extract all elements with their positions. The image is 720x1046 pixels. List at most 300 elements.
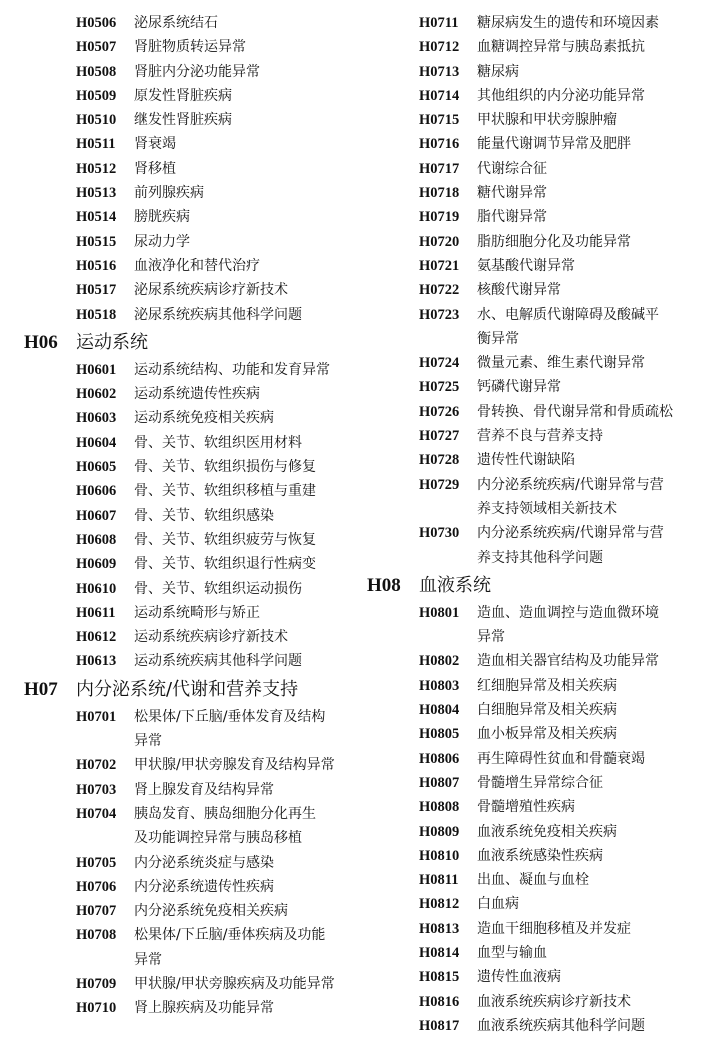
item-text-line: 运动系统疾病其他科学问题 (134, 653, 302, 670)
item-code: H0602 (76, 386, 117, 403)
item-code: H0513 (76, 185, 117, 202)
item-code: H0812 (419, 896, 460, 913)
item-text-line: 其他组织的内分泌功能异常 (477, 87, 645, 104)
item-code: H0712 (419, 39, 460, 56)
item-code: H0815 (419, 969, 460, 986)
item-text (134, 479, 354, 503)
item-text (134, 802, 354, 851)
item-text (477, 230, 700, 254)
item-text-line: 运动系统免疫相关疾病 (134, 410, 274, 427)
list-item (367, 820, 700, 844)
item-text (134, 84, 354, 108)
item-text-line: 骨髓增殖性疾病 (477, 799, 575, 816)
item-text-line: 营养不良与营养支持 (477, 428, 603, 445)
item-code: H0609 (76, 556, 117, 573)
item-text (134, 649, 354, 673)
item-text-line: 内分泌系统疾病/代谢异常与营 (477, 525, 664, 542)
section-heading (24, 676, 354, 704)
list-item (24, 431, 354, 455)
list-item (367, 230, 700, 254)
left-column (24, 11, 354, 1021)
item-text-line: 血小板异常及相关疾病 (477, 726, 617, 743)
right-column (367, 11, 700, 1038)
list-item (24, 358, 354, 382)
item-text-line: 代谢综合征 (477, 160, 547, 177)
list-item (367, 990, 700, 1014)
list-item (24, 108, 354, 132)
item-code: H0707 (76, 903, 117, 920)
list-item (367, 351, 700, 375)
section-title: 内分泌系统/代谢和营养支持 (76, 678, 299, 700)
item-code: H0716 (419, 136, 460, 153)
list-item (24, 181, 354, 205)
item-text-line: 松果体/下丘脑/垂体发育及结构 (134, 708, 326, 725)
list-item (24, 996, 354, 1020)
section-code: H06 (24, 331, 58, 353)
item-text-line: 运动系统疾病诊疗新技术 (134, 629, 288, 646)
item-text (477, 473, 700, 522)
list-item (24, 601, 354, 625)
list-item (24, 802, 354, 851)
item-text (134, 504, 354, 528)
list-item (367, 84, 700, 108)
list-item (24, 60, 354, 84)
item-code: H0724 (419, 355, 460, 372)
item-text (477, 278, 700, 302)
item-text-line: 胰岛发育、胰岛细胞分化再生 (134, 805, 316, 822)
item-text (477, 965, 700, 989)
item-text-line: 微量元素、维生素代谢异常 (477, 355, 645, 372)
item-code: H0720 (419, 233, 460, 250)
item-code: H0714 (419, 87, 460, 104)
item-text (134, 851, 354, 875)
item-text (134, 108, 354, 132)
item-text-line: 糖尿病 (477, 63, 519, 80)
item-text (134, 972, 354, 996)
list-item (367, 674, 700, 698)
item-code: H0507 (76, 39, 117, 56)
item-code: H0805 (419, 726, 460, 743)
list-item (367, 1014, 700, 1038)
item-text (134, 60, 354, 84)
item-text-line: 泌尿系统结石 (134, 15, 218, 31)
item-text (134, 157, 354, 181)
item-text-line: 甲状腺/甲状旁腺疾病及功能异常 (134, 975, 335, 992)
item-code: H0803 (419, 677, 460, 694)
item-text (477, 917, 700, 941)
list-item (367, 278, 700, 302)
item-text-line: 运动系统畸形与矫正 (134, 604, 260, 621)
item-text-line: 骨、关节、软组织损伤与修复 (134, 459, 316, 476)
item-text (477, 990, 700, 1014)
list-item (367, 400, 700, 424)
list-item (24, 899, 354, 923)
item-code: H0816 (419, 993, 460, 1010)
list-item (367, 521, 700, 570)
item-code: H0611 (76, 604, 116, 621)
item-text-line: 骨、关节、软组织退行性病变 (134, 556, 316, 573)
item-text (477, 400, 700, 424)
list-item (367, 795, 700, 819)
list-item (367, 941, 700, 965)
list-item (24, 132, 354, 156)
list-item (24, 382, 354, 406)
item-text-line: 血液系统感染性疾病 (477, 847, 603, 864)
item-code: H0510 (76, 112, 117, 129)
item-text (477, 303, 700, 352)
item-text-continuation: 异常 (477, 629, 505, 646)
item-text (477, 698, 700, 722)
item-text-line: 再生障碍性贫血和骨髓衰竭 (477, 750, 645, 767)
list-item (367, 473, 700, 522)
item-text-line: 脂肪细胞分化及功能异常 (477, 233, 631, 250)
list-item (367, 205, 700, 229)
item-text-line: 氨基酸代谢异常 (477, 257, 575, 274)
item-code: H0709 (76, 975, 117, 992)
item-text-continuation: 异常 (134, 951, 162, 968)
item-code: H0806 (419, 750, 460, 767)
list-item (24, 278, 354, 302)
item-code: H0702 (76, 757, 117, 774)
list-item (367, 722, 700, 746)
item-code: H0730 (419, 525, 460, 542)
item-text (134, 35, 354, 59)
item-code: H0705 (76, 854, 117, 871)
item-text-line: 肾上腺疾病及功能异常 (134, 1000, 274, 1017)
item-text (477, 254, 700, 278)
item-code: H0723 (419, 306, 460, 323)
item-code: H0718 (419, 185, 460, 202)
list-item (24, 851, 354, 875)
item-code: H0713 (419, 63, 460, 80)
list-item (367, 448, 700, 472)
item-text-line: 原发性肾脏疾病 (134, 87, 232, 104)
item-code: H0717 (419, 160, 460, 177)
item-code: H0814 (419, 944, 460, 961)
list-item (24, 11, 354, 35)
item-text-line: 甲状腺/甲状旁腺发育及结构异常 (134, 757, 335, 774)
item-text-line: 肾上腺发育及结构异常 (134, 781, 274, 798)
item-text-line: 白细胞异常及相关疾病 (477, 702, 617, 719)
item-code: H0715 (419, 112, 460, 129)
item-text-line: 肾脏物质转运异常 (134, 39, 246, 56)
item-text (134, 528, 354, 552)
item-text-line: 糖尿病发生的遗传和环境因素 (477, 15, 659, 31)
item-text-line: 遗传性血液病 (477, 969, 561, 986)
item-text (477, 157, 700, 181)
item-text-line: 脂代谢异常 (477, 209, 547, 226)
list-item (367, 649, 700, 673)
item-text (134, 601, 354, 625)
list-item (24, 157, 354, 181)
item-code: H0606 (76, 483, 117, 500)
item-text (477, 11, 700, 35)
item-text (134, 625, 354, 649)
item-text (477, 181, 700, 205)
list-item (367, 601, 700, 650)
item-code: H0508 (76, 63, 117, 80)
list-item (367, 698, 700, 722)
item-code: H0808 (419, 799, 460, 816)
list-item (367, 35, 700, 59)
item-code: H0722 (419, 282, 460, 299)
list-item (24, 230, 354, 254)
list-item (24, 577, 354, 601)
item-text (477, 84, 700, 108)
item-text-line: 尿动力学 (134, 233, 190, 250)
item-text-line: 松果体/下丘脑/垂体疾病及功能 (134, 927, 326, 944)
item-text (477, 351, 700, 375)
item-code: H0509 (76, 87, 117, 104)
item-text-line: 造血干细胞移植及并发症 (477, 920, 631, 937)
item-text-line: 钙磷代谢异常 (477, 379, 561, 396)
section-title: 血液系统 (419, 574, 491, 596)
item-text (477, 132, 700, 156)
item-text (477, 941, 700, 965)
item-text-line: 肾移植 (134, 160, 176, 177)
item-text-line: 骨、关节、软组织医用材料 (134, 434, 302, 451)
list-item (24, 479, 354, 503)
list-item (367, 892, 700, 916)
item-code: H0612 (76, 629, 117, 646)
item-code: H0704 (76, 805, 117, 822)
item-text-line: 肾脏内分泌功能异常 (134, 63, 260, 80)
item-code: H0725 (419, 379, 460, 396)
item-code: H0610 (76, 580, 117, 597)
list-item (24, 753, 354, 777)
item-code: H0810 (419, 847, 460, 864)
list-item (367, 917, 700, 941)
list-item (24, 923, 354, 972)
item-text (477, 601, 700, 650)
list-item (24, 35, 354, 59)
list-item (24, 455, 354, 479)
item-text (134, 132, 354, 156)
list-item (367, 157, 700, 181)
item-text (477, 674, 700, 698)
item-code: H0607 (76, 507, 117, 524)
item-text-line: 核酸代谢异常 (477, 282, 561, 299)
item-text-line: 骨转换、骨代谢异常和骨质疏松 (477, 403, 673, 420)
item-text (134, 382, 354, 406)
item-text (134, 303, 354, 327)
item-code: H0603 (76, 410, 117, 427)
item-text-line: 血液系统疾病诊疗新技术 (477, 993, 631, 1010)
item-code: H0514 (76, 209, 117, 226)
item-text-continuation: 及功能调控异常与胰岛移植 (134, 830, 302, 847)
item-code: H0802 (419, 653, 460, 670)
item-text-line: 骨、关节、软组织感染 (134, 507, 274, 524)
item-text (134, 753, 354, 777)
item-text-line: 内分泌系统疾病/代谢异常与营 (477, 476, 664, 493)
list-item (24, 303, 354, 327)
list-item (367, 132, 700, 156)
item-text-line: 出血、凝血与血栓 (477, 872, 589, 889)
item-text-line: 肾衰竭 (134, 136, 176, 153)
list-item (367, 868, 700, 892)
item-text (134, 431, 354, 455)
list-item (24, 504, 354, 528)
section-code: H07 (24, 678, 58, 700)
list-item (24, 972, 354, 996)
item-text-continuation: 衡异常 (477, 330, 519, 347)
item-text (477, 205, 700, 229)
item-text-line: 继发性肾脏疾病 (134, 112, 232, 129)
item-code: H0729 (419, 476, 460, 493)
item-code: H0721 (419, 257, 460, 274)
section-title: 运动系统 (76, 331, 148, 353)
list-item (367, 60, 700, 84)
item-text (477, 820, 700, 844)
section-heading (367, 572, 700, 600)
item-text (477, 649, 700, 673)
item-code: H0506 (76, 15, 117, 31)
item-text-line: 甲状腺和甲状旁腺肿瘤 (477, 112, 617, 129)
item-text (134, 230, 354, 254)
item-code: H0613 (76, 653, 117, 670)
item-text (477, 108, 700, 132)
item-code: H0601 (76, 361, 117, 378)
list-item (367, 424, 700, 448)
item-text-line: 水、电解质代谢障碍及酸碱平 (477, 306, 659, 323)
item-text (134, 577, 354, 601)
item-code: H0703 (76, 781, 117, 798)
item-text (477, 892, 700, 916)
list-item (24, 552, 354, 576)
item-text (134, 899, 354, 923)
item-code: H0512 (76, 160, 117, 177)
item-text (477, 795, 700, 819)
item-text-line: 造血相关器官结构及功能异常 (477, 653, 659, 670)
item-text-line: 前列腺疾病 (134, 185, 204, 202)
list-item (24, 254, 354, 278)
list-item (24, 778, 354, 802)
item-text (477, 60, 700, 84)
item-text (477, 844, 700, 868)
item-code: H0817 (419, 1017, 460, 1034)
list-item (24, 875, 354, 899)
list-item (24, 625, 354, 649)
list-item (367, 375, 700, 399)
item-code: H0807 (419, 774, 460, 791)
item-text-line: 白血病 (477, 896, 519, 913)
item-text (134, 11, 354, 35)
item-text (134, 278, 354, 302)
item-text (134, 181, 354, 205)
section-code: H08 (367, 574, 401, 596)
item-text (134, 875, 354, 899)
item-text-line: 血型与输血 (477, 944, 547, 961)
item-text-continuation: 养支持领域相关新技术 (477, 500, 617, 517)
item-text (134, 778, 354, 802)
item-text-line: 血糖调控异常与胰岛素抵抗 (477, 39, 645, 56)
item-text (134, 455, 354, 479)
item-code: H0719 (419, 209, 460, 226)
item-text-line: 血液系统免疫相关疾病 (477, 823, 617, 840)
item-code: H0605 (76, 459, 117, 476)
item-text-line: 造血、造血调控与造血微环境 (477, 604, 659, 621)
item-code: H0726 (419, 403, 460, 420)
item-text (134, 923, 354, 972)
item-code: H0708 (76, 927, 117, 944)
item-text-line: 内分泌系统遗传性疾病 (134, 878, 274, 895)
item-text (477, 722, 700, 746)
item-text (477, 424, 700, 448)
list-item (367, 11, 700, 35)
item-text-line: 骨、关节、软组织运动损伤 (134, 580, 302, 597)
item-text-line: 红细胞异常及相关疾病 (477, 677, 617, 694)
item-text-line: 运动系统遗传性疾病 (134, 386, 260, 403)
item-text (134, 996, 354, 1020)
item-text (477, 521, 700, 570)
list-item (367, 771, 700, 795)
item-code: H0701 (76, 708, 117, 725)
list-item (24, 406, 354, 430)
item-text-line: 骨髓增生异常综合征 (477, 774, 603, 791)
item-text (134, 205, 354, 229)
item-text (134, 552, 354, 576)
item-text (477, 448, 700, 472)
list-item (367, 108, 700, 132)
item-code: H0517 (76, 282, 117, 299)
item-text-line: 能量代谢调节异常及肥胖 (477, 136, 631, 153)
list-item (367, 965, 700, 989)
item-code: H0710 (76, 1000, 117, 1017)
item-code: H0801 (419, 604, 460, 621)
list-item (24, 705, 354, 754)
item-text-line: 糖代谢异常 (477, 185, 547, 202)
item-code: H0811 (419, 872, 459, 889)
item-text-line: 运动系统结构、功能和发育异常 (134, 361, 330, 378)
item-code: H0813 (419, 920, 460, 937)
item-code: H0706 (76, 878, 117, 895)
item-text (477, 35, 700, 59)
item-code: H0515 (76, 233, 117, 250)
item-text-line: 骨、关节、软组织移植与重建 (134, 483, 316, 500)
item-code: H0516 (76, 257, 117, 274)
list-item (367, 844, 700, 868)
item-code: H0728 (419, 452, 460, 469)
item-code: H0518 (76, 306, 117, 323)
item-text-line: 血液净化和替代治疗 (134, 257, 260, 274)
item-text-line: 内分泌系统炎症与感染 (134, 854, 274, 871)
item-text (477, 771, 700, 795)
list-item (367, 747, 700, 771)
item-text-line: 内分泌系统免疫相关疾病 (134, 903, 288, 920)
item-text (477, 747, 700, 771)
item-text (134, 705, 354, 754)
list-item (367, 303, 700, 352)
item-code: H0711 (419, 15, 459, 31)
item-text-line: 泌尿系统疾病其他科学问题 (134, 306, 302, 323)
item-code: H0804 (419, 702, 460, 719)
list-item (24, 84, 354, 108)
item-text (134, 406, 354, 430)
list-item (24, 528, 354, 552)
item-text (477, 1014, 700, 1038)
item-code: H0608 (76, 531, 117, 548)
list-item (24, 205, 354, 229)
item-text-line: 遗传性代谢缺陷 (477, 452, 575, 469)
item-code: H0511 (76, 136, 116, 153)
list-item (24, 649, 354, 673)
item-text (477, 868, 700, 892)
item-text (134, 358, 354, 382)
item-text-continuation: 异常 (134, 733, 162, 750)
list-item (367, 254, 700, 278)
list-item (367, 181, 700, 205)
item-text-continuation: 养支持其他科学问题 (477, 549, 603, 566)
